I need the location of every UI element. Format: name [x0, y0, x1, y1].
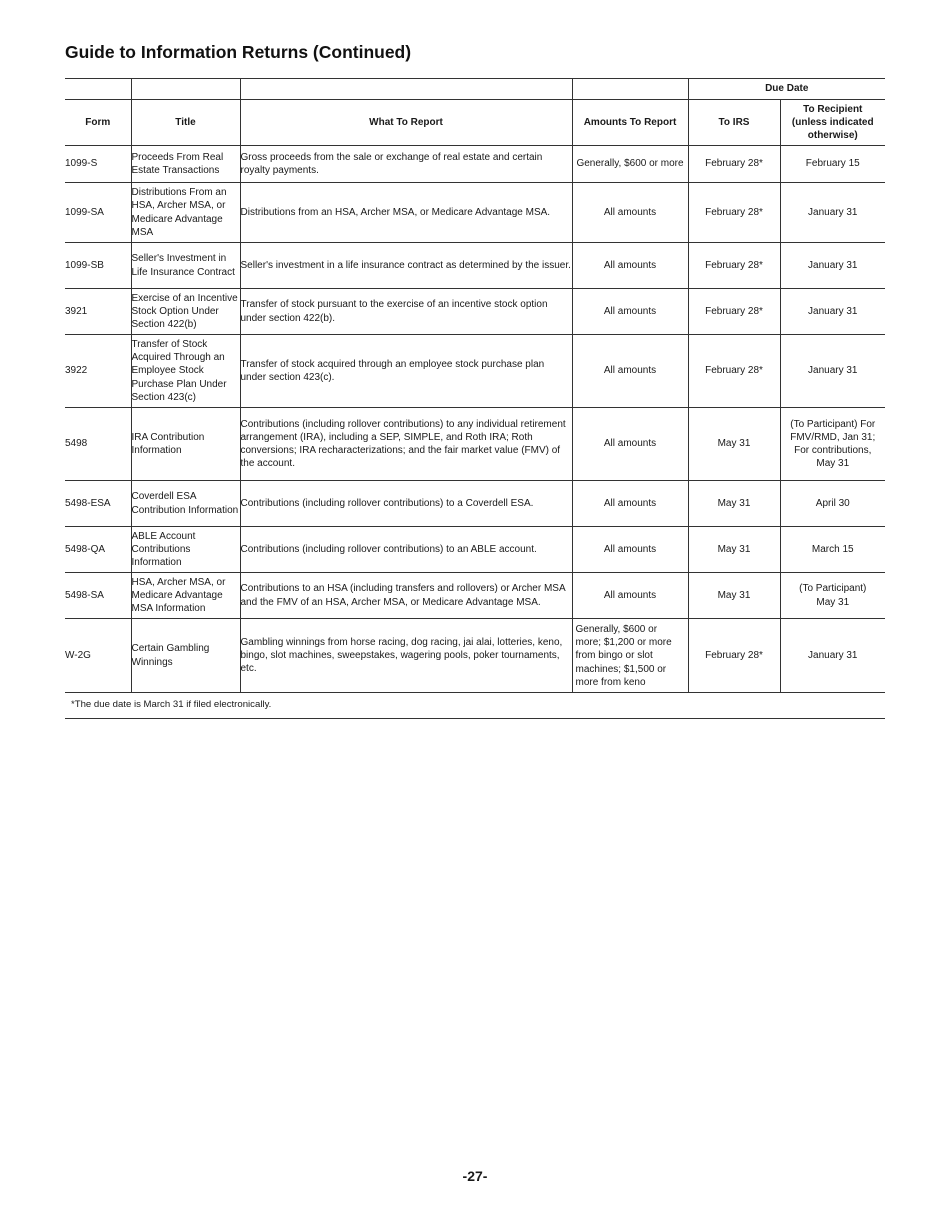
title-cell: ABLE Account Contributions Information — [131, 527, 240, 573]
what-to-report-cell: Contributions (including rollover contributions) to a Coverdell ESA. — [240, 481, 572, 527]
to-recipient-cell: January 31 — [780, 619, 885, 693]
page-number: -27- — [462, 1168, 488, 1184]
to-recipient-cell: (To Participant) May 31 — [780, 573, 885, 619]
to-irs-cell: May 31 — [688, 481, 780, 527]
col-header-amounts-to-report: Amounts To Report — [572, 100, 688, 146]
due-date-header: Due Date — [688, 79, 885, 100]
table-row — [65, 527, 885, 573]
amounts-cell: Generally, $600 or more; $1,200 or more from bingo or slot machines; $1,500 or more from keno — [572, 619, 688, 693]
title-cell: Transfer of Stock Acquired Through an Employee Stock Purchase Plan Under Section 423(c) — [131, 335, 240, 408]
due-date-header-row — [65, 79, 885, 100]
form-cell: 3921 — [65, 289, 131, 335]
page-title: Guide to Information Returns (Continued) — [65, 42, 412, 62]
what-to-report-cell: Transfer of stock pursuant to the exercise of an incentive stock option under section 422(b). — [240, 289, 572, 335]
to-irs-cell: February 28* — [688, 619, 780, 693]
table-row — [65, 408, 885, 481]
form-cell: 3922 — [65, 335, 131, 408]
title-cell: Coverdell ESA Contribution Information — [131, 481, 240, 527]
to-irs-cell: February 28* — [688, 335, 780, 408]
to-irs-cell: May 31 — [688, 527, 780, 573]
what-to-report-cell: Transfer of stock acquired through an employee stock purchase plan under section 423(c). — [240, 335, 572, 408]
to-irs-cell: February 28* — [688, 146, 780, 183]
amounts-cell: Generally, $600 or more — [572, 146, 688, 183]
what-to-report-cell: Contributions (including rollover contributions) to any individual retirement arrangement (IRA), including a SEP, SIMPLE, and Roth IRA; Roth conversions; IRA recharacterizations; and the fair market value (FMV) of the account. — [240, 408, 572, 481]
table-row — [65, 146, 885, 183]
to-irs-cell: February 28* — [688, 243, 780, 289]
header-blank-what — [240, 79, 572, 100]
col-header-to-recipient: To Recipient (unless indicated otherwise) — [780, 100, 885, 146]
amounts-cell: All amounts — [572, 243, 688, 289]
what-to-report-cell: Gambling winnings from horse racing, dog racing, jai alai, lotteries, keno, bingo, slot machines, sweepstakes, wagering pools, poker tournaments, etc. — [240, 619, 572, 693]
amounts-cell: All amounts — [572, 481, 688, 527]
table-row — [65, 481, 885, 527]
form-cell: 5498-SA — [65, 573, 131, 619]
to-recipient-cell: January 31 — [780, 183, 885, 243]
to-irs-cell: February 28* — [688, 183, 780, 243]
form-cell: W-2G — [65, 619, 131, 693]
col-header-title: Title — [131, 100, 240, 146]
what-to-report-cell: Contributions (including rollover contributions) to an ABLE account. — [240, 527, 572, 573]
to-recipient-cell: January 31 — [780, 335, 885, 408]
to-recipient-cell: March 15 — [780, 527, 885, 573]
to-recipient-cell: (To Participant) For FMV/RMD, Jan 31; For contributions, May 31 — [780, 408, 885, 481]
amounts-cell: All amounts — [572, 573, 688, 619]
to-recipient-cell: April 30 — [780, 481, 885, 527]
title-cell: Proceeds From Real Estate Transactions — [131, 146, 240, 183]
header-blank-form — [65, 79, 131, 100]
title-cell: Seller's Investment in Life Insurance Contract — [131, 243, 240, 289]
title-cell: Certain Gambling Winnings — [131, 619, 240, 693]
what-to-report-cell: Distributions from an HSA, Archer MSA, or Medicare Advantage MSA. — [240, 183, 572, 243]
amounts-cell: All amounts — [572, 527, 688, 573]
title-cell: Exercise of an Incentive Stock Option Under Section 422(b) — [131, 289, 240, 335]
to-irs-cell: February 28* — [688, 289, 780, 335]
title-cell: HSA, Archer MSA, or Medicare Advantage MSA Information — [131, 573, 240, 619]
table-row — [65, 289, 885, 335]
to-recipient-cell: February 15 — [780, 146, 885, 183]
form-cell: 1099-S — [65, 146, 131, 183]
table-row — [65, 243, 885, 289]
table-row — [65, 183, 885, 243]
col-header-form: Form — [65, 100, 131, 146]
what-to-report-cell: Seller's investment in a life insurance contract as determined by the issuer. — [240, 243, 572, 289]
form-cell: 1099-SA — [65, 183, 131, 243]
footnote: *The due date is March 31 if filed electronically. — [65, 693, 885, 719]
amounts-cell: All amounts — [572, 408, 688, 481]
to-irs-cell: May 31 — [688, 573, 780, 619]
form-cell: 5498-ESA — [65, 481, 131, 527]
form-cell: 1099-SB — [65, 243, 131, 289]
table-row — [65, 619, 885, 693]
information-returns-table — [65, 78, 885, 719]
what-to-report-cell: Contributions to an HSA (including transfers and rollovers) or Archer MSA and the FMV of an HSA, Archer MSA, or Medicare Advantage MSA. — [240, 573, 572, 619]
header-blank-title — [131, 79, 240, 100]
amounts-cell: All amounts — [572, 335, 688, 408]
to-recipient-cell: January 31 — [780, 289, 885, 335]
to-recipient-cell: January 31 — [780, 243, 885, 289]
footnote-row — [65, 693, 885, 719]
form-cell: 5498 — [65, 408, 131, 481]
amounts-cell: All amounts — [572, 183, 688, 243]
to-irs-cell: May 31 — [688, 408, 780, 481]
column-header-row — [65, 100, 885, 146]
table-row — [65, 335, 885, 408]
title-cell: Distributions From an HSA, Archer MSA, or Medicare Advantage MSA — [131, 183, 240, 243]
col-header-to-irs: To IRS — [688, 100, 780, 146]
table-row — [65, 573, 885, 619]
title-cell: IRA Contribution Information — [131, 408, 240, 481]
form-cell: 5498-QA — [65, 527, 131, 573]
amounts-cell: All amounts — [572, 289, 688, 335]
header-blank-amounts — [572, 79, 688, 100]
what-to-report-cell: Gross proceeds from the sale or exchange of real estate and certain royalty payments. — [240, 146, 572, 183]
col-header-what-to-report: What To Report — [240, 100, 572, 146]
